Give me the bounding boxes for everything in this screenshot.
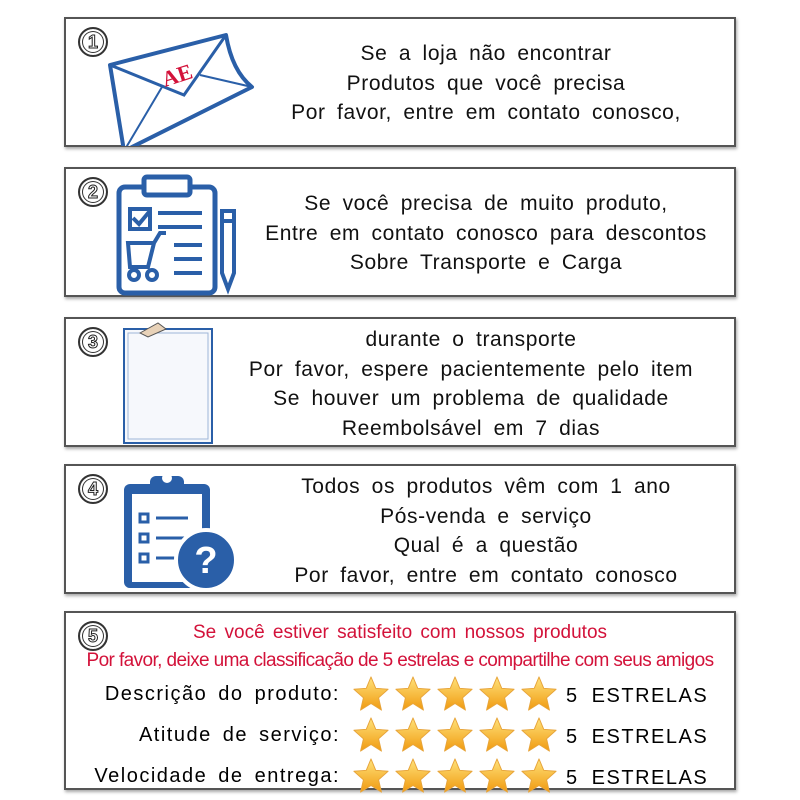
- envelope-icon: [106, 31, 256, 146]
- star-icon: [394, 716, 432, 759]
- info-section-4: [64, 464, 736, 594]
- star-icon: [520, 675, 558, 718]
- star-rating: [352, 757, 558, 800]
- star-icon: [520, 716, 558, 759]
- text-line: Produtos que você precisa: [346, 71, 626, 95]
- rating-label: Atitude de serviço:: [138, 724, 340, 746]
- text-line: Reembolsável em 7 dias: [341, 416, 601, 440]
- info-section-3: [64, 317, 736, 447]
- section-text: [246, 472, 726, 590]
- star-icon: [352, 675, 390, 718]
- rating-row: [66, 757, 738, 797]
- text-line: Se houver um problema de qualidade: [273, 387, 669, 410]
- star-icon: [394, 675, 432, 718]
- text-line: Todos os produtos vêm com 1 ano: [301, 475, 671, 498]
- star-icon: [352, 716, 390, 759]
- rating-value: 5 ESTRELAS: [566, 685, 709, 707]
- star-icon: [436, 757, 474, 800]
- text-line: Por favor, espere pacientemente pelo item: [248, 357, 694, 381]
- rating-value: 5 ESTRELAS: [566, 767, 709, 789]
- text-line: Se a loja não encontrar: [360, 42, 612, 65]
- step-number: 1: [78, 27, 108, 57]
- info-section-2: [64, 167, 736, 297]
- step-number: 5: [78, 621, 108, 651]
- headline-line: Por favor, deixe uma classificação de 5 estrelas e compartilhe com seus amigos: [86, 650, 714, 671]
- star-icon: [478, 757, 516, 800]
- text-line: Por favor, entre em contato conosco,: [291, 101, 681, 124]
- rating-label: Descrição do produto:: [104, 683, 340, 705]
- text-line: Por favor, entre em contato conosco: [294, 563, 678, 587]
- clipboard-question-icon: [120, 470, 240, 592]
- section-text: [236, 189, 736, 278]
- rating-row: [66, 716, 738, 756]
- star-icon: [478, 675, 516, 718]
- text-line: Sobre Transporte e Carga: [349, 251, 623, 274]
- headline-line: Se você estiver satisfeito com nossos produtos: [192, 622, 608, 643]
- step-number: 3: [78, 327, 108, 357]
- star-rating: [352, 675, 558, 718]
- star-icon: [394, 757, 432, 800]
- notepad-icon: [118, 321, 218, 447]
- rating-section: [64, 611, 736, 790]
- step-number: 2: [78, 177, 108, 207]
- text-line: durante o transporte: [365, 328, 577, 351]
- rating-row: [66, 675, 738, 715]
- text-line: Pós-venda e serviço: [380, 504, 592, 528]
- text-line: Qual é a questão: [393, 534, 579, 557]
- text-line: Se você precisa de muito produto,: [304, 192, 668, 215]
- section-text: [256, 39, 716, 128]
- rating-label: Velocidade de entrega:: [94, 765, 340, 787]
- star-icon: [436, 716, 474, 759]
- star-icon: [436, 675, 474, 718]
- info-section-1: [64, 17, 736, 147]
- svg-text:?: ?: [194, 540, 218, 582]
- rating-value: 5 ESTRELAS: [566, 726, 709, 748]
- rating-headline: [66, 619, 734, 675]
- envelope-label: AE: [158, 58, 196, 92]
- star-icon: [352, 757, 390, 800]
- text-line: Entre em contato conosco para descontos: [265, 221, 707, 245]
- clipboard-cart-icon: [114, 173, 244, 297]
- star-icon: [478, 716, 516, 759]
- step-number: 4: [78, 474, 108, 504]
- star-rating: [352, 716, 558, 759]
- star-icon: [520, 757, 558, 800]
- section-text: [216, 325, 726, 443]
